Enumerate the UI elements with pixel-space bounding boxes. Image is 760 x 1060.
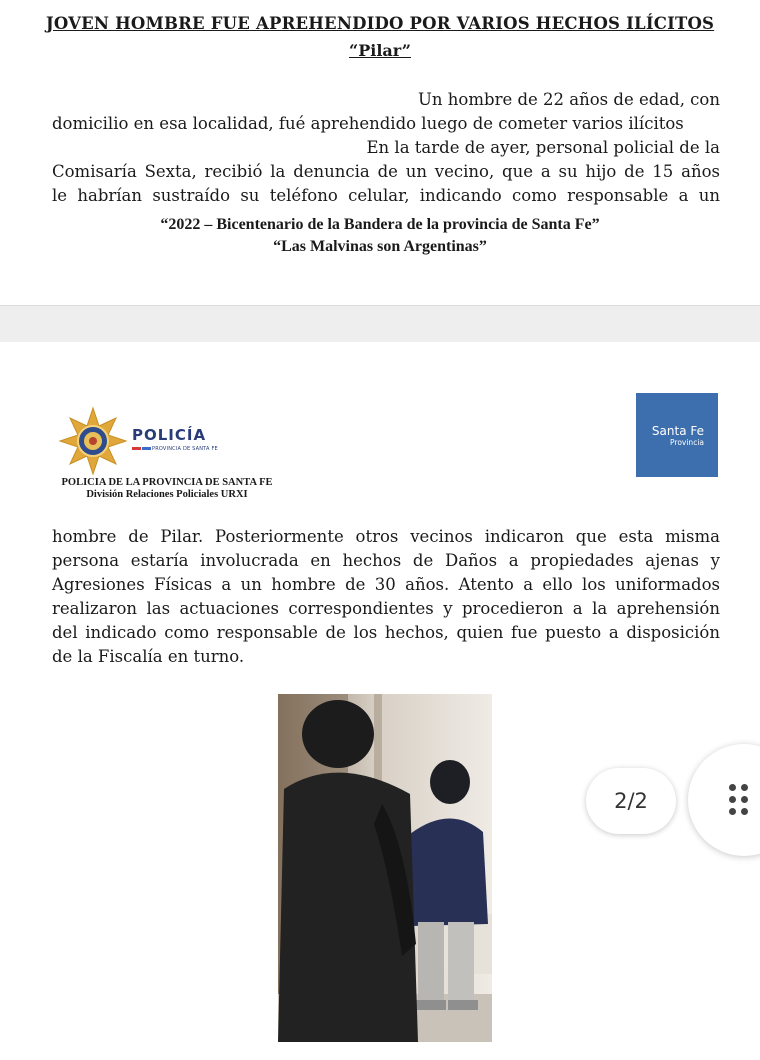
- paragraph-line: del indicado como responsable de los hechos, quien fue puesto a disposición: [52, 623, 720, 642]
- article-body-page1: [52, 88, 720, 208]
- department-division: División Relaciones Policiales URXI: [86, 489, 248, 500]
- police-logo: [58, 406, 268, 476]
- dot: [741, 796, 748, 803]
- paragraph-line: domicilio en esa localidad, fué aprehendido luego de cometer varios ilícitos: [52, 114, 684, 133]
- document-page-2: [0, 342, 760, 1060]
- dot: [741, 808, 748, 815]
- logo-wordmark: POLICÍA: [132, 426, 207, 444]
- article-body-page2: [52, 525, 720, 669]
- logo-stripe-blue: [142, 447, 151, 450]
- paragraph-line: Comisaría Sexta, recibió la denuncia de un vecino, que a su hijo de 15 años: [52, 162, 720, 181]
- police-badge-icon: [58, 406, 128, 476]
- paragraph-line: de la Fiscalía en turno.: [52, 647, 245, 666]
- paragraph-line: persona estaría involucrada en hechos de Daños a propiedades ajenas y: [52, 551, 720, 570]
- grid-dots-icon: [729, 782, 753, 818]
- article-subtitle: “Pilar”: [349, 41, 411, 60]
- dot: [729, 808, 736, 815]
- paragraph-line: realizaron las actuaciones correspondientes y procedieron a la aprehensión: [52, 599, 720, 618]
- paragraph-line: En la tarde de ayer, personal policial de la: [366, 138, 720, 157]
- department-name: POLICIA DE LA PROVINCIA DE SANTA FE: [61, 477, 273, 488]
- page-footer: [0, 214, 760, 258]
- paragraph-line: Agresiones Físicas a un hombre de 30 años. Atento a ello los uniformados: [52, 575, 720, 594]
- santa-fe-label: Santa Fe: [651, 424, 704, 438]
- logo-subtext: PROVINCIA DE SANTA FE: [152, 446, 218, 452]
- arrest-photo: [278, 694, 492, 1042]
- document-page-1: [0, 0, 760, 305]
- paragraph-line: le habrían sustraído su teléfono celular, indicando como responsable a un: [52, 186, 720, 205]
- arrest-photo-image: [278, 694, 492, 1042]
- footer-line-bicentenario: “2022 – Bicentenario de la Bandera de la provincia de Santa Fe”: [160, 216, 600, 233]
- provincia-label: Provincia: [670, 438, 704, 447]
- logo-stripe-red: [132, 447, 141, 450]
- footer-line-malvinas: “Las Malvinas son Argentinas”: [273, 238, 487, 255]
- page-separator: [0, 305, 760, 343]
- paragraph-line: hombre de Pilar. Posteriormente otros vecinos indicaron que esta misma: [52, 527, 720, 546]
- paragraph-line: Un hombre de 22 años de edad, con: [418, 90, 720, 109]
- department-header: [52, 477, 282, 501]
- dot: [729, 784, 736, 791]
- dot: [729, 796, 736, 803]
- article-title: JOVEN HOMBRE FUE APREHENDIDO POR VARIOS HECHOS ILÍCITOS: [45, 14, 715, 33]
- santa-fe-logo: [636, 393, 718, 477]
- dot: [741, 784, 748, 791]
- page-indicator[interactable]: 2/2: [586, 768, 676, 834]
